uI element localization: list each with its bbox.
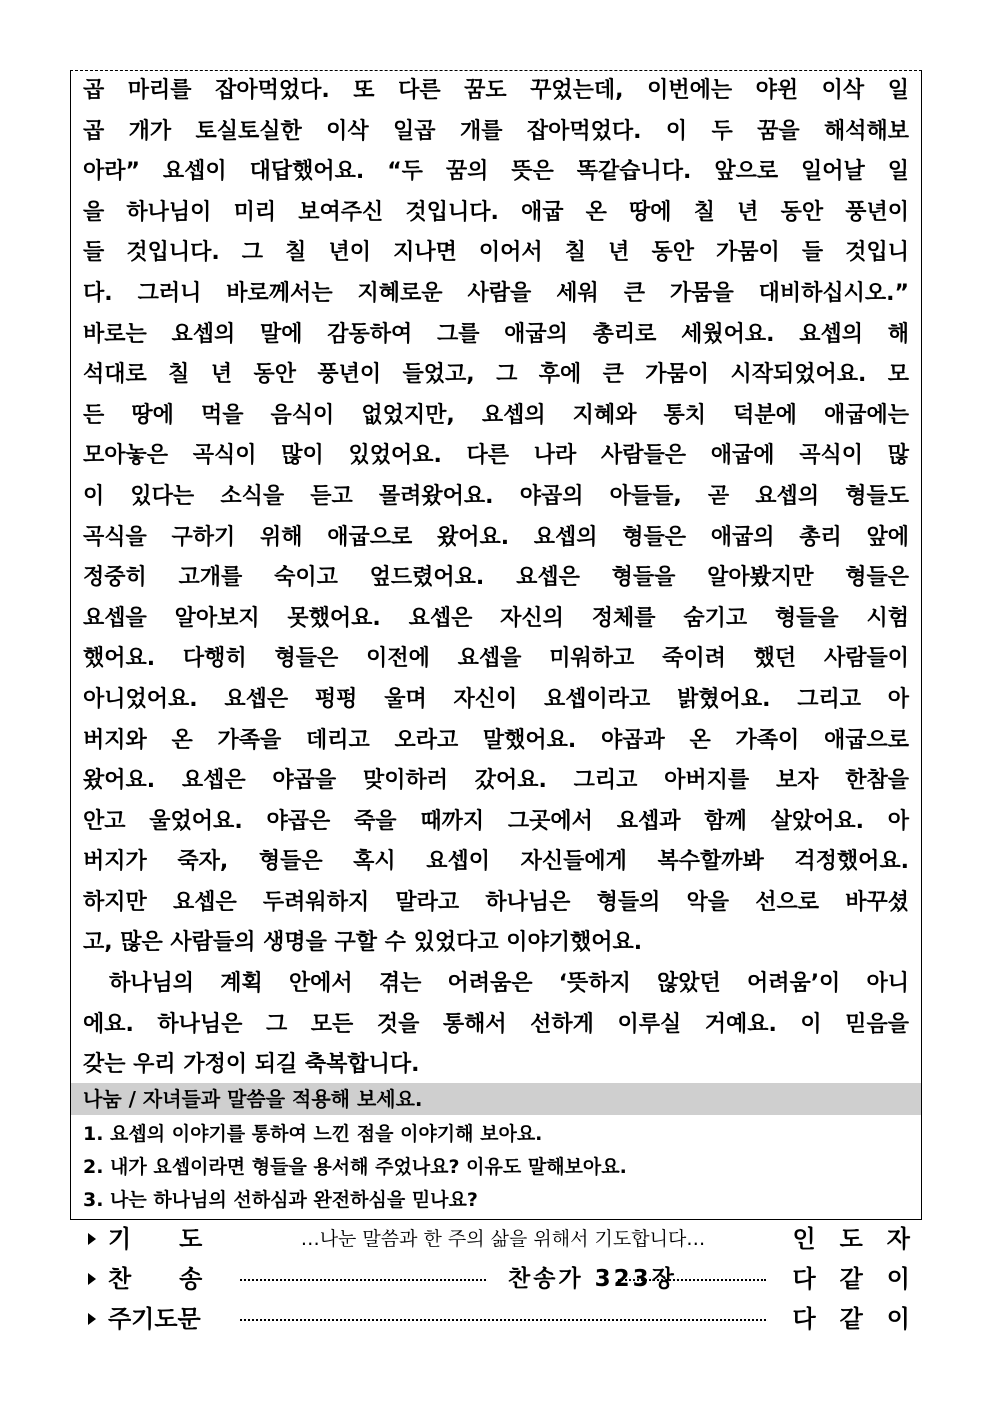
story-line: 곱 마리를 잡아먹었다. 또 다른 꿈도 꾸었는데, 이번에는 야윈 이삭 일: [83, 78, 909, 103]
story-line: 하나님의 계획 안에서 겪는 어려움은 ‘뜻하지 않았던 어려움’이 아니: [109, 971, 909, 997]
story-line: 안고 울었어요. 야곱은 죽을 때까지 그곳에서 요셉과 함께 살았어요. 아: [83, 808, 909, 834]
story-line: 곱 개가 토실토실한 이삭 일곱 개를 잡아먹었다. 이 두 꿈을 해석해보: [83, 118, 909, 144]
hymn-label: 찬송: [108, 1265, 251, 1293]
story-line: 했어요. 다행히 형들은 이전에 요셉을 미워하고 죽이려 했던 사람들이: [83, 646, 909, 672]
lords-prayer-label: 주기도문: [108, 1305, 201, 1333]
question-2: 2. 내가 요셉이라면 형들을 용서해 주었나요? 이유도 말해보아요.: [83, 1156, 627, 1178]
hymn-number: 찬송가 323장: [508, 1266, 677, 1292]
story-line: 왔어요. 요셉은 야곱을 맞이하러 갔어요. 그리고 아버지를 보자 한참을: [83, 768, 909, 794]
prayer-label: 기도: [108, 1225, 251, 1253]
story-line: 고, 많은 사람들의 생명을 구할 수 있었다고 이야기했어요.: [83, 930, 643, 956]
story-line: 요셉을 알아보지 못했어요. 요셉은 자신의 정체를 숨기고 형들을 시험: [83, 605, 909, 631]
story-line: 든 땅에 먹을 음식이 없었지만, 요셉의 지혜와 통치 덕분에 애굽에는: [83, 402, 909, 428]
dot-leader: [240, 1279, 486, 1281]
story-text: [83, 71, 909, 1086]
sharing-heading-bar: [71, 1083, 921, 1115]
triangle-bullet-icon: [88, 1313, 96, 1325]
story-line: 석대로 칠 년 동안 풍년이 들었고, 그 후에 큰 가뭄이 시작되었어요. 모: [83, 362, 909, 388]
story-line: 모아놓은 곡식이 많이 있었어요. 다른 나라 사람들은 애굽에 곡식이 많: [83, 443, 909, 469]
triangle-bullet-icon: [88, 1273, 96, 1285]
hymn-who: 다같이: [792, 1265, 934, 1293]
story-line: 들 것입니다. 그 칠 년이 지나면 이어서 칠 년 동안 가뭄이 들 것입니: [83, 240, 909, 266]
story-line: 버지가 죽자, 형들은 혹시 요셉이 자신들에게 복수할까봐 걱정했어요.: [83, 849, 909, 875]
story-line: 이 있다는 소식을 듣고 몰려왔어요. 야곱의 아들들, 곧 요셉의 형들도: [83, 483, 909, 509]
story-line: 아라” 요셉이 대답했어요. “두 꿈의 뜻은 똑같습니다. 앞으로 일어날 일: [83, 159, 909, 185]
story-line: 정중히 고개를 숙이고 엎드렸어요. 요셉은 형들을 알아봤지만 형들은: [83, 565, 909, 591]
story-line: 아니었어요. 요셉은 펑펑 울며 자신이 요셉이라고 밝혔어요. 그리고 아: [83, 686, 909, 712]
question-3: 3. 나는 하나님의 선하심과 완전하심을 믿나요?: [83, 1189, 478, 1211]
story-line: 곡식을 구하기 위해 애굽으로 왔어요. 요셉의 형들은 애굽의 총리 앞에: [83, 524, 909, 550]
story-line: 에요. 하나님은 그 모든 것을 통해서 선하게 이루실 거예요. 이 믿음을: [83, 1011, 909, 1037]
triangle-bullet-icon: [88, 1233, 96, 1245]
story-line: 갖는 우리 가정이 되길 축복합니다.: [83, 1052, 420, 1078]
prayer-row: [88, 1219, 934, 1259]
prayer-leader: 인도자: [792, 1225, 934, 1253]
story-line: 버지와 온 가족을 데리고 오라고 말했어요. 야곱과 온 가족이 애굽으로: [83, 727, 909, 753]
story-line: 바로는 요셉의 말에 감동하여 그를 애굽의 총리로 세웠어요. 요셉의 해: [83, 321, 909, 347]
hymn-row: [88, 1259, 934, 1299]
dot-leader: [240, 1319, 766, 1321]
story-line: 하지만 요셉은 두려워하지 말라고 하나님은 형들의 악을 선으로 바꾸셨: [83, 889, 909, 915]
question-1: 1. 요셉의 이야기를 통하여 느낀 점을 이야기해 보아요.: [83, 1123, 543, 1145]
sharing-heading: 나눔 / 자녀들과 말씀을 적용해 보세요.: [83, 1087, 423, 1111]
dot-leader: [618, 1279, 766, 1281]
story-line: 다. 그러니 바로께서는 지혜로운 사람을 세워 큰 가뭄을 대비하십시오.”: [83, 280, 909, 306]
story-line: 을 하나님이 미리 보여주신 것입니다. 애굽 온 땅에 칠 년 동안 풍년이: [83, 199, 909, 225]
prayer-text: …나눈 말씀과 한 주의 삶을 위해서 기도합니다…: [300, 1228, 706, 1250]
lords-prayer-row: [88, 1299, 934, 1339]
devotion-box: [70, 70, 922, 1220]
lords-prayer-who: 다같이: [792, 1305, 934, 1333]
